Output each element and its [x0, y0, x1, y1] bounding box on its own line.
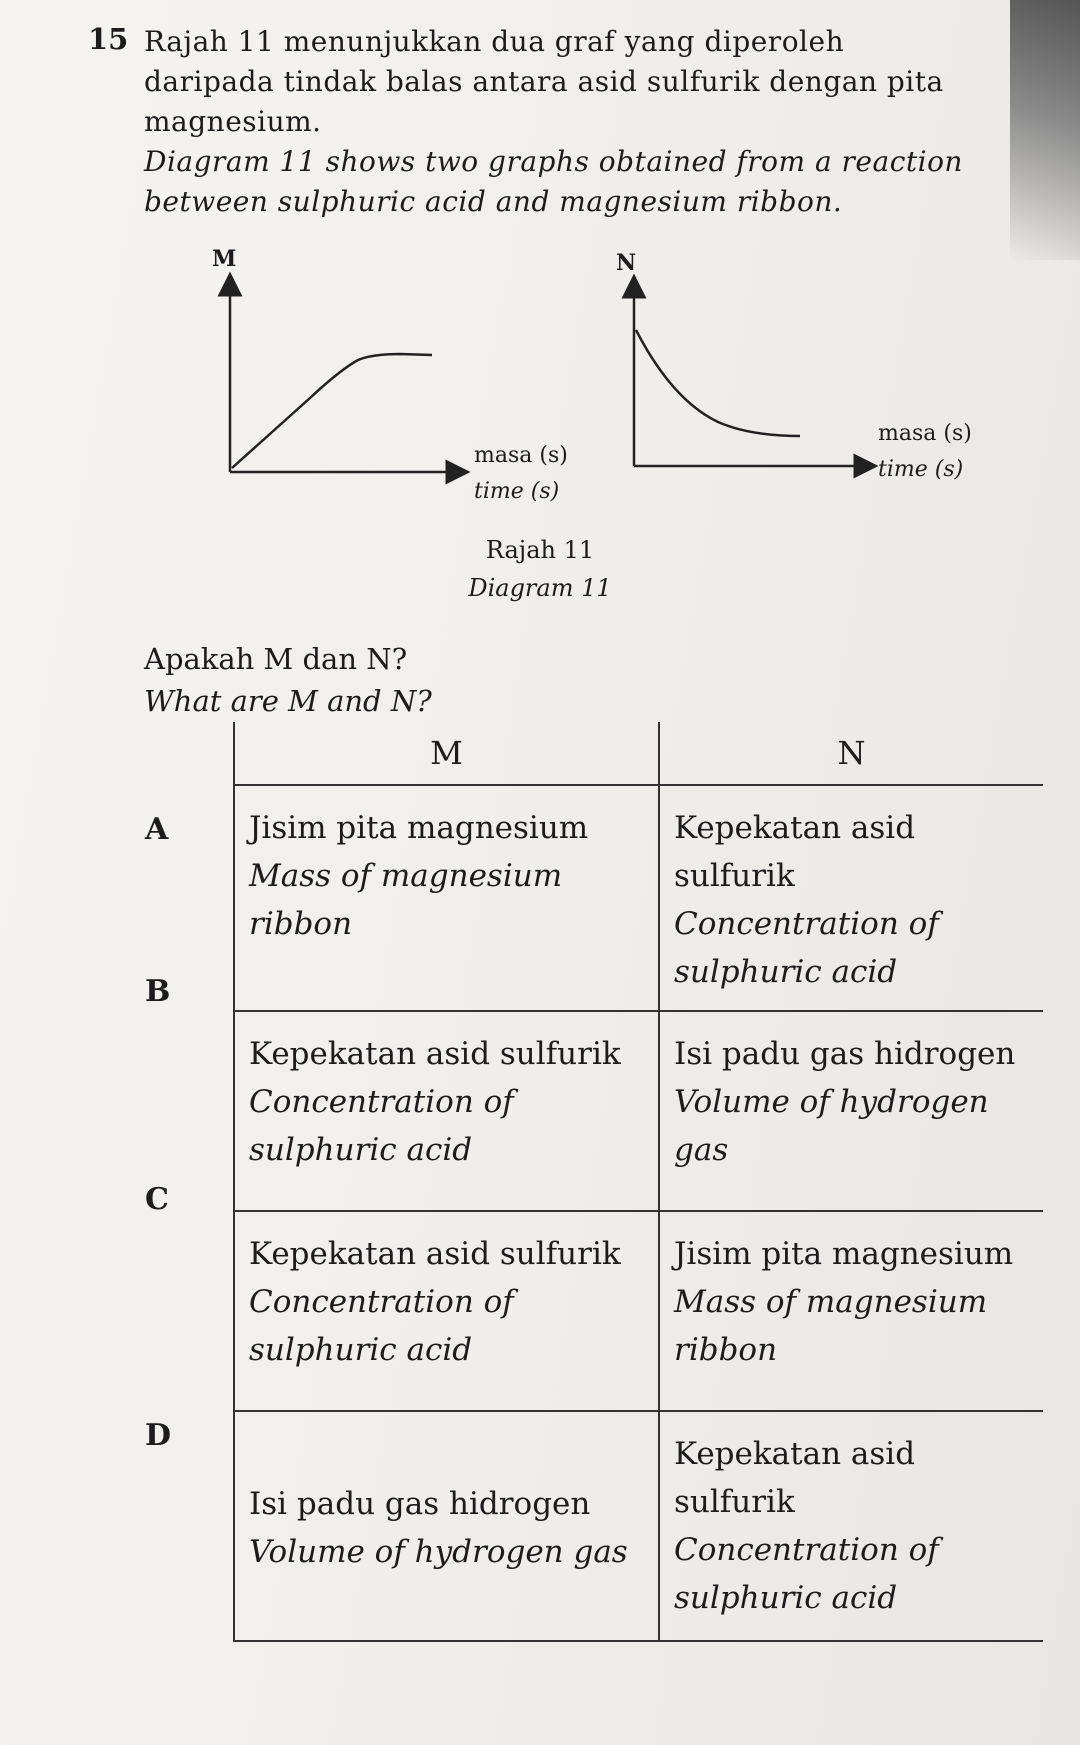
option-d-n — [659, 1411, 1043, 1641]
option-b-m-ms: Kepekatan asid sulfurik — [249, 1036, 621, 1072]
option-a-m-en: Mass of magnesium ribbon — [249, 858, 563, 942]
option-d-n-en: Concentration of sulphuric acid — [674, 1532, 939, 1616]
option-b-n-en: Volume of hydrogen gas — [674, 1084, 989, 1168]
table-row-a[interactable] — [234, 785, 1043, 1011]
option-d-m-ms: Isi padu gas hidrogen — [249, 1486, 591, 1522]
table-row-b[interactable] — [234, 1011, 1043, 1211]
graph-n-label: N — [616, 250, 637, 276]
graph-m-label: M — [212, 246, 237, 272]
header-m: M — [234, 722, 659, 785]
option-b-n-ms: Isi padu gas hidrogen — [674, 1036, 1016, 1072]
option-letter-d[interactable]: D — [145, 1418, 172, 1453]
table-row-d[interactable] — [234, 1411, 1043, 1641]
figure-caption-en: Diagram 11 — [468, 574, 612, 602]
stem-malay: Rajah 11 menunjukkan dua graf yang diperoleh daripada tindak balas antara asid sulfurik dengan pita magnesium. — [144, 25, 944, 138]
option-a-m-ms: Jisim pita magnesium — [249, 810, 589, 846]
question-number: 15 — [88, 22, 129, 56]
option-c-m-ms: Kepekatan asid sulfurik — [249, 1236, 621, 1272]
option-letter-a[interactable]: A — [145, 812, 169, 847]
diagram-11 — [0, 0, 1080, 620]
option-c-m — [234, 1211, 659, 1411]
graph-n-x-label — [878, 416, 972, 488]
graph-n — [634, 286, 866, 466]
option-a-n-ms: Kepekatan asid sulfurik — [674, 810, 916, 894]
option-c-m-en: Concentration of sulphuric acid — [249, 1284, 514, 1368]
graph-m — [230, 284, 458, 472]
graphs-svg — [0, 0, 1080, 620]
option-b-m-en: Concentration of sulphuric acid — [249, 1084, 514, 1168]
table-row-c[interactable] — [234, 1211, 1043, 1411]
option-a-n — [659, 785, 1043, 1011]
option-c-n — [659, 1211, 1043, 1411]
options-table — [233, 722, 1043, 1642]
figure-caption-ms: Rajah 11 — [485, 536, 595, 564]
option-b-m — [234, 1011, 659, 1211]
graph-n-curve — [636, 330, 800, 436]
option-b-n — [659, 1011, 1043, 1211]
table-header-row — [234, 722, 1043, 785]
graph-m-x-label-ms: masa (s) — [474, 443, 568, 468]
option-a-m — [234, 785, 659, 1011]
prompt-malay: Apakah M dan N? — [144, 642, 408, 676]
option-d-n-ms: Kepekatan asid sulfurik — [674, 1436, 916, 1520]
option-letter-b[interactable]: B — [145, 974, 171, 1009]
prompt-english: What are M and N? — [144, 684, 432, 718]
option-a-n-en: Concentration of sulphuric acid — [674, 906, 939, 990]
option-d-m — [234, 1411, 659, 1641]
graph-m-x-label — [474, 438, 568, 510]
header-n: N — [659, 722, 1043, 785]
option-c-n-en: Mass of magnesium ribbon — [674, 1284, 988, 1368]
graph-m-curve — [232, 354, 432, 468]
option-c-n-ms: Jisim pita magnesium — [674, 1236, 1014, 1272]
stem-english: Diagram 11 shows two graphs obtained from a reaction between sulphuric acid and magnesium ribbon. — [144, 145, 963, 218]
option-d-m-en: Volume of hydrogen gas — [249, 1534, 628, 1570]
graph-n-x-label-en: time (s) — [878, 457, 964, 482]
option-letter-c[interactable]: C — [145, 1182, 169, 1217]
graph-m-x-label-en: time (s) — [474, 479, 560, 504]
graph-n-x-label-ms: masa (s) — [878, 421, 972, 446]
